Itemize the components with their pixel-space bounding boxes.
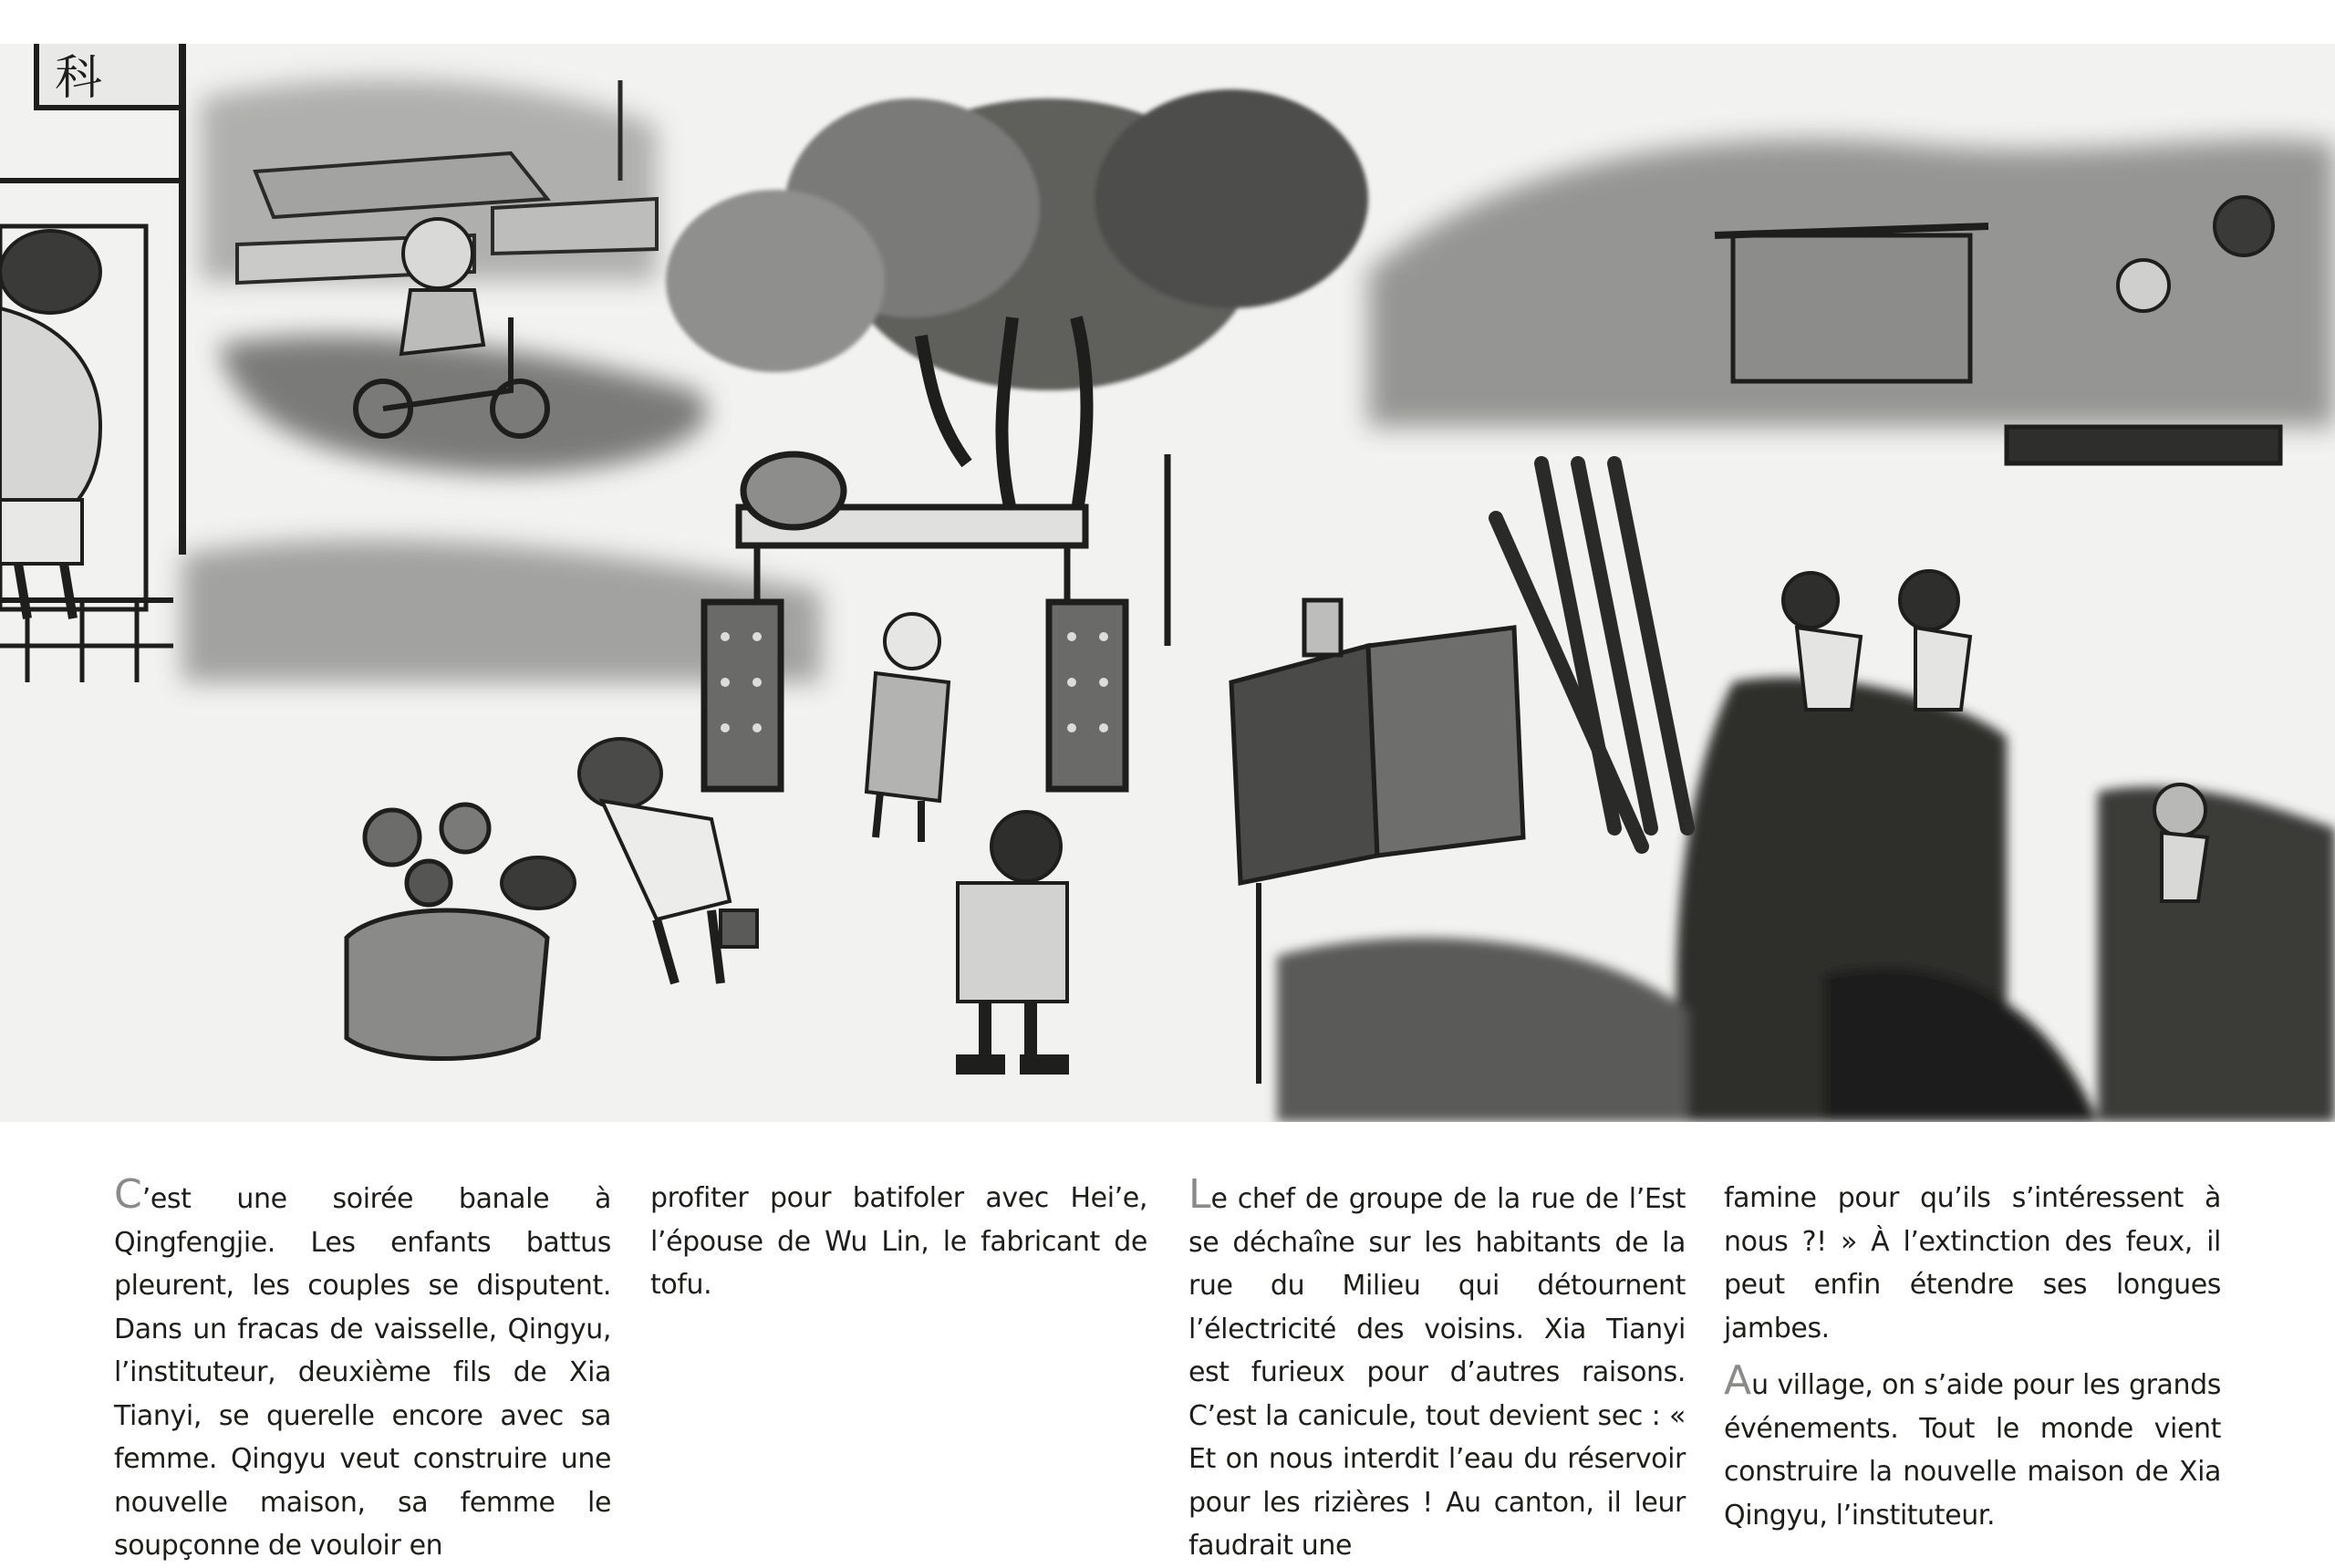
ink-wash-village-illustration [0, 44, 2335, 1122]
drop-cap: C [114, 1171, 142, 1218]
paragraph-text: e chef de groupe de la rue de l’Est se déchaîne sur les habitants de la rue du Milieu qui détournent l’électricité des voisins. Xia Tianyi est furieux pour d’autres raisons. C’est la canicule, tout devient sec : « Et on nous interdit l’eau du réservoir pour les rizières ! Au canton, il leur faudrait une [1188, 1183, 1686, 1562]
paragraph-text: u village, on s’aide pour les grands événements. Tout le monde vient construire la nouvelle maison de Xia Qingyu, l’instituteur. [1724, 1369, 2221, 1532]
text-column-1 [114, 1171, 611, 1568]
seal-character: 科 [55, 51, 103, 106]
paragraph [1724, 1177, 2221, 1350]
paragraph [1724, 1357, 2221, 1537]
drop-cap: A [1724, 1357, 1752, 1404]
illustration-drawing [0, 44, 2335, 1122]
paragraph [1188, 1171, 1686, 1568]
paragraph-text: ’est une soirée banale à Qingfengjie. Les enfants battus pleurent, les couples se disputent. Dans un fracas de vaisselle, Qingyu, l’instituteur, deuxième fils de Xia Tianyi, se querelle encore avec sa femme. Qingyu veut construire une nouvelle maison, sa femme le soupçonne de vouloir en [114, 1183, 611, 1562]
paragraph-text: famine pour qu’ils s’intéressent à nous ?! » À l’extinction des feux, il peut enfin étendre ses longues jambes. [1724, 1182, 2221, 1345]
text-column-4 [1724, 1177, 2221, 1537]
paragraph-text: profiter pour batifoler avec Hei’e, l’épouse de Wu Lin, le fabricant de tofu. [650, 1182, 1147, 1301]
text-column-2 [650, 1177, 1147, 1307]
text-column-3 [1188, 1171, 1686, 1568]
paragraph [650, 1177, 1147, 1307]
drop-cap: L [1188, 1171, 1211, 1218]
paragraph [114, 1171, 611, 1568]
